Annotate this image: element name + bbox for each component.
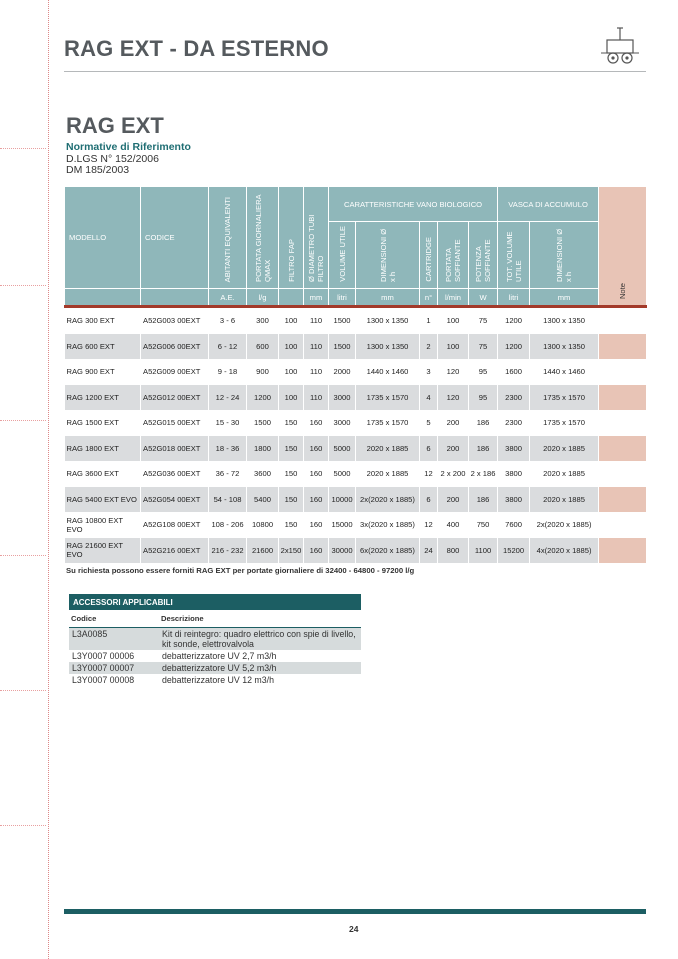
cell-volume: 1500 — [329, 307, 356, 334]
cell-dim: 3x(2020 x 1885) — [356, 512, 420, 538]
acc-col-desc: Descrizione — [159, 610, 361, 628]
cell-volume: 30000 — [329, 538, 356, 564]
cell-potenza: 186 — [469, 410, 498, 436]
cell-cart: 6 — [420, 487, 438, 513]
cell-volume: 2000 — [329, 359, 356, 385]
cell-dimv: 2020 x 1885 — [530, 461, 599, 487]
cell-dimv: 2x(2020 x 1885) — [530, 512, 599, 538]
cell-dim: 2x(2020 x 1885) — [356, 487, 420, 513]
accessory-desc: Kit di reintegro: quadro elettrico con spie di livello, kit sonde, elettrovalvola — [159, 628, 361, 651]
cell-modello: RAG 3600 EXT — [65, 461, 141, 487]
page-header-title: RAG EXT - DA ESTERNO — [64, 36, 329, 61]
cell-filtro: 150 — [279, 512, 304, 538]
accessory-row — [69, 628, 361, 651]
cell-filtro: 2x150 — [279, 538, 304, 564]
unit-cell — [65, 289, 141, 307]
cell-filtro: 100 — [279, 385, 304, 411]
cell-dimv: 1735 x 1570 — [530, 385, 599, 411]
acc-col-code: Codice — [69, 610, 159, 628]
cell-cart: 5 — [420, 410, 438, 436]
cell-dim: 2020 x 1885 — [356, 461, 420, 487]
cell-ae: 15 - 30 — [209, 410, 247, 436]
cell-codice: A52G036 00EXT — [141, 461, 209, 487]
cell-cart: 2 — [420, 334, 438, 360]
cell-dimv: 1300 x 1350 — [530, 334, 599, 360]
cell-codice: A52G018 00EXT — [141, 436, 209, 462]
margin-tick — [0, 285, 46, 286]
cell-portata: 200 — [438, 436, 469, 462]
cell-portata: 200 — [438, 410, 469, 436]
cell-note — [599, 410, 647, 436]
cell-tubi: 110 — [304, 385, 329, 411]
cell-lg: 5400 — [247, 487, 279, 513]
col-filtro: FILTRO FAP — [279, 187, 304, 289]
col-codice: CODICE — [141, 187, 209, 289]
cell-tubi: 160 — [304, 487, 329, 513]
unit-cell — [141, 289, 209, 307]
cell-tubi: 160 — [304, 538, 329, 564]
cell-dim: 1300 x 1350 — [356, 307, 420, 334]
cell-portata: 100 — [438, 307, 469, 334]
accessory-row — [69, 650, 361, 662]
cell-lg: 600 — [247, 334, 279, 360]
col-volume: VOLUME UTILE — [329, 222, 356, 289]
cell-tot: 1200 — [498, 307, 530, 334]
cell-lg: 1200 — [247, 385, 279, 411]
col-portata: PORTATA GIORNALIERA QMAX — [247, 187, 279, 289]
footnote: Su richiesta possono essere forniti RAG EXT per portate giornaliere di 32400 - 64800 - 97200 l/g — [66, 566, 415, 575]
cell-dim: 2020 x 1885 — [356, 436, 420, 462]
cell-dimv: 4x(2020 x 1885) — [530, 538, 599, 564]
group-vano-biologico: CARATTERISTICHE VANO BIOLOGICO — [329, 187, 498, 222]
cell-lg: 900 — [247, 359, 279, 385]
cell-dim: 6x(2020 x 1885) — [356, 538, 420, 564]
cell-filtro: 150 — [279, 461, 304, 487]
cell-potenza: 75 — [469, 307, 498, 334]
unit-lg: l/g — [247, 289, 279, 307]
cell-codice: A52G108 00EXT — [141, 512, 209, 538]
cell-tubi: 110 — [304, 334, 329, 360]
cell-filtro: 100 — [279, 334, 304, 360]
cell-ae: 54 - 108 — [209, 487, 247, 513]
cell-potenza: 186 — [469, 436, 498, 462]
cell-volume: 3000 — [329, 385, 356, 411]
cell-cart: 24 — [420, 538, 438, 564]
cell-tubi: 160 — [304, 461, 329, 487]
cell-modello: RAG 600 EXT — [65, 334, 141, 360]
cell-codice: A52G054 00EXT — [141, 487, 209, 513]
cell-dimv: 1735 x 1570 — [530, 410, 599, 436]
unit-lmin: l/min — [438, 289, 469, 307]
norm-line: D.LGS N° 152/2006 — [66, 153, 159, 165]
accessory-desc: debatterizzatore UV 2,7 m3/h — [162, 651, 277, 661]
accessory-row — [69, 674, 361, 686]
accessory-desc: debatterizzatore UV 5,2 m3/h — [159, 662, 361, 674]
cell-potenza: 95 — [469, 385, 498, 411]
product-title: RAG EXT — [66, 113, 164, 138]
cell-note — [599, 359, 647, 385]
specs-table — [64, 186, 647, 563]
cell-lg: 3600 — [247, 461, 279, 487]
col-dim-vasca: DIMENSIONI Ø x h — [530, 222, 599, 289]
cell-codice: A52G015 00EXT — [141, 410, 209, 436]
cell-cart: 12 — [420, 461, 438, 487]
cell-ae: 6 - 12 — [209, 334, 247, 360]
cell-portata: 2 x 200 — [438, 461, 469, 487]
table-row — [65, 538, 647, 564]
table-row — [65, 334, 647, 360]
cell-dimv: 2020 x 1885 — [530, 436, 599, 462]
accessory-code: L3Y0007 00007 — [69, 662, 159, 674]
unit-litri: litri — [329, 289, 356, 307]
cell-dim: 1300 x 1350 — [356, 334, 420, 360]
cell-lg: 1800 — [247, 436, 279, 462]
left-margin-line — [48, 0, 49, 959]
margin-tick — [0, 825, 46, 826]
col-note: Note — [599, 187, 647, 307]
table-row — [65, 436, 647, 462]
cell-note — [599, 334, 647, 360]
cell-filtro: 150 — [279, 410, 304, 436]
cell-dim: 1440 x 1460 — [356, 359, 420, 385]
cell-portata: 200 — [438, 487, 469, 513]
cell-tubi: 160 — [304, 436, 329, 462]
cell-potenza: 95 — [469, 359, 498, 385]
page-number: 24 — [349, 924, 359, 934]
cell-lg: 1500 — [247, 410, 279, 436]
cell-modello: RAG 900 EXT — [65, 359, 141, 385]
cell-note — [599, 512, 647, 538]
cell-modello: RAG 5400 EXT EVO — [65, 487, 141, 513]
col-portata-soffiante: PORTATA SOFFIANTE — [438, 222, 469, 289]
cell-ae: 12 - 24 — [209, 385, 247, 411]
cell-modello: RAG 1200 EXT — [65, 385, 141, 411]
accessory-desc: debatterizzatore UV 12 m3/h — [162, 675, 274, 685]
cell-ae: 3 - 6 — [209, 307, 247, 334]
cell-codice: A52G012 00EXT — [141, 385, 209, 411]
cell-modello: RAG 1800 EXT — [65, 436, 141, 462]
cell-potenza: 75 — [469, 334, 498, 360]
margin-tick — [0, 148, 46, 149]
cell-tot: 3800 — [498, 436, 530, 462]
cell-dimv: 1300 x 1350 — [530, 307, 599, 334]
cell-modello: RAG 300 EXT — [65, 307, 141, 334]
cell-volume: 15000 — [329, 512, 356, 538]
accessory-code: L3A0085 — [69, 628, 159, 651]
cell-dimv: 2020 x 1885 — [530, 487, 599, 513]
cell-modello: RAG 10800 EXT EVO — [65, 512, 141, 538]
col-modello: MODELLO — [65, 187, 141, 289]
unit-litri: litri — [498, 289, 530, 307]
margin-tick — [0, 690, 46, 691]
cell-potenza: 2 x 186 — [469, 461, 498, 487]
cell-modello: RAG 1500 EXT — [65, 410, 141, 436]
unit-mm: mm — [530, 289, 599, 307]
cell-tot: 2300 — [498, 410, 530, 436]
cell-filtro: 150 — [279, 436, 304, 462]
norms-label: Normative di Riferimento — [66, 141, 191, 153]
cell-note — [599, 487, 647, 513]
cell-tot: 1600 — [498, 359, 530, 385]
cell-potenza: 186 — [469, 487, 498, 513]
cell-filtro: 100 — [279, 359, 304, 385]
unit-cell — [279, 289, 304, 307]
cell-volume: 5000 — [329, 461, 356, 487]
cell-codice: A52G216 00EXT — [141, 538, 209, 564]
cell-modello: RAG 21600 EXT EVO — [65, 538, 141, 564]
cell-cart: 1 — [420, 307, 438, 334]
cell-ae: 216 - 232 — [209, 538, 247, 564]
cell-dimv: 1440 x 1460 — [530, 359, 599, 385]
accessory-code: L3Y0007 00008 — [72, 675, 135, 685]
cell-tubi: 160 — [304, 512, 329, 538]
table-row — [65, 385, 647, 411]
unit-w: W — [469, 289, 498, 307]
cell-note — [599, 307, 647, 334]
unit-n: n° — [420, 289, 438, 307]
col-potenza-soffiante: POTENZA SOFFIANTE — [469, 222, 498, 289]
cell-tubi: 110 — [304, 359, 329, 385]
cell-ae: 108 - 206 — [209, 512, 247, 538]
col-cartridge: CARTRIDGE — [420, 222, 438, 289]
cell-lg: 21600 — [247, 538, 279, 564]
col-tot-volume: TOT. VOLUME UTILE — [498, 222, 530, 289]
cell-codice: A52G009 00EXT — [141, 359, 209, 385]
tank-logo-icon — [596, 26, 644, 66]
margin-tick — [0, 420, 46, 421]
cell-codice: A52G006 00EXT — [141, 334, 209, 360]
accessories-caption: ACCESSORI APPLICABILI — [69, 594, 361, 610]
unit-mm: mm — [356, 289, 420, 307]
table-row — [65, 307, 647, 334]
cell-tot: 3800 — [498, 487, 530, 513]
col-dimensioni: DIMENSIONI Ø x h — [356, 222, 420, 289]
cell-filtro: 150 — [279, 487, 304, 513]
unit-mm: mm — [304, 289, 329, 307]
cell-volume: 5000 — [329, 436, 356, 462]
norm-line: DM 185/2003 — [66, 164, 130, 176]
col-abitanti: ABITANTI EQUIVALENTI — [209, 187, 247, 289]
cell-volume: 10000 — [329, 487, 356, 513]
margin-tick — [0, 555, 46, 556]
cell-dim: 1735 x 1570 — [356, 410, 420, 436]
cell-tubi: 160 — [304, 410, 329, 436]
cell-volume: 3000 — [329, 410, 356, 436]
cell-portata: 800 — [438, 538, 469, 564]
cell-lg: 300 — [247, 307, 279, 334]
cell-note — [599, 538, 647, 564]
cell-ae: 36 - 72 — [209, 461, 247, 487]
accessory-code: L3Y0007 00006 — [72, 651, 135, 661]
group-vasca-accumulo: VASCA DI ACCUMULO — [498, 187, 599, 222]
cell-cart: 12 — [420, 512, 438, 538]
table-row — [65, 512, 647, 538]
table-row — [65, 461, 647, 487]
header-divider — [64, 71, 646, 72]
accessory-row — [69, 662, 361, 674]
cell-note — [599, 385, 647, 411]
cell-portata: 400 — [438, 512, 469, 538]
cell-tot: 7600 — [498, 512, 530, 538]
cell-note — [599, 461, 647, 487]
cell-codice: A52G003 00EXT — [141, 307, 209, 334]
cell-cart: 4 — [420, 385, 438, 411]
cell-tot: 1200 — [498, 334, 530, 360]
table-row — [65, 359, 647, 385]
cell-cart: 6 — [420, 436, 438, 462]
cell-potenza: 1100 — [469, 538, 498, 564]
cell-tot: 2300 — [498, 385, 530, 411]
cell-ae: 9 - 18 — [209, 359, 247, 385]
cell-tot: 15200 — [498, 538, 530, 564]
cell-tot: 3800 — [498, 461, 530, 487]
cell-lg: 10800 — [247, 512, 279, 538]
cell-note — [599, 436, 647, 462]
accessories-table — [69, 594, 361, 686]
cell-potenza: 750 — [469, 512, 498, 538]
cell-portata: 120 — [438, 359, 469, 385]
table-row — [65, 410, 647, 436]
cell-volume: 1500 — [329, 334, 356, 360]
col-diametro: Ø DIAMETRO TUBI FILTRO — [304, 187, 329, 289]
table-row — [65, 487, 647, 513]
cell-cart: 3 — [420, 359, 438, 385]
footer-bar — [64, 909, 646, 914]
cell-tubi: 110 — [304, 307, 329, 334]
cell-ae: 18 - 36 — [209, 436, 247, 462]
cell-portata: 100 — [438, 334, 469, 360]
cell-filtro: 100 — [279, 307, 304, 334]
cell-portata: 120 — [438, 385, 469, 411]
unit-ae: A.E. — [209, 289, 247, 307]
cell-dim: 1735 x 1570 — [356, 385, 420, 411]
